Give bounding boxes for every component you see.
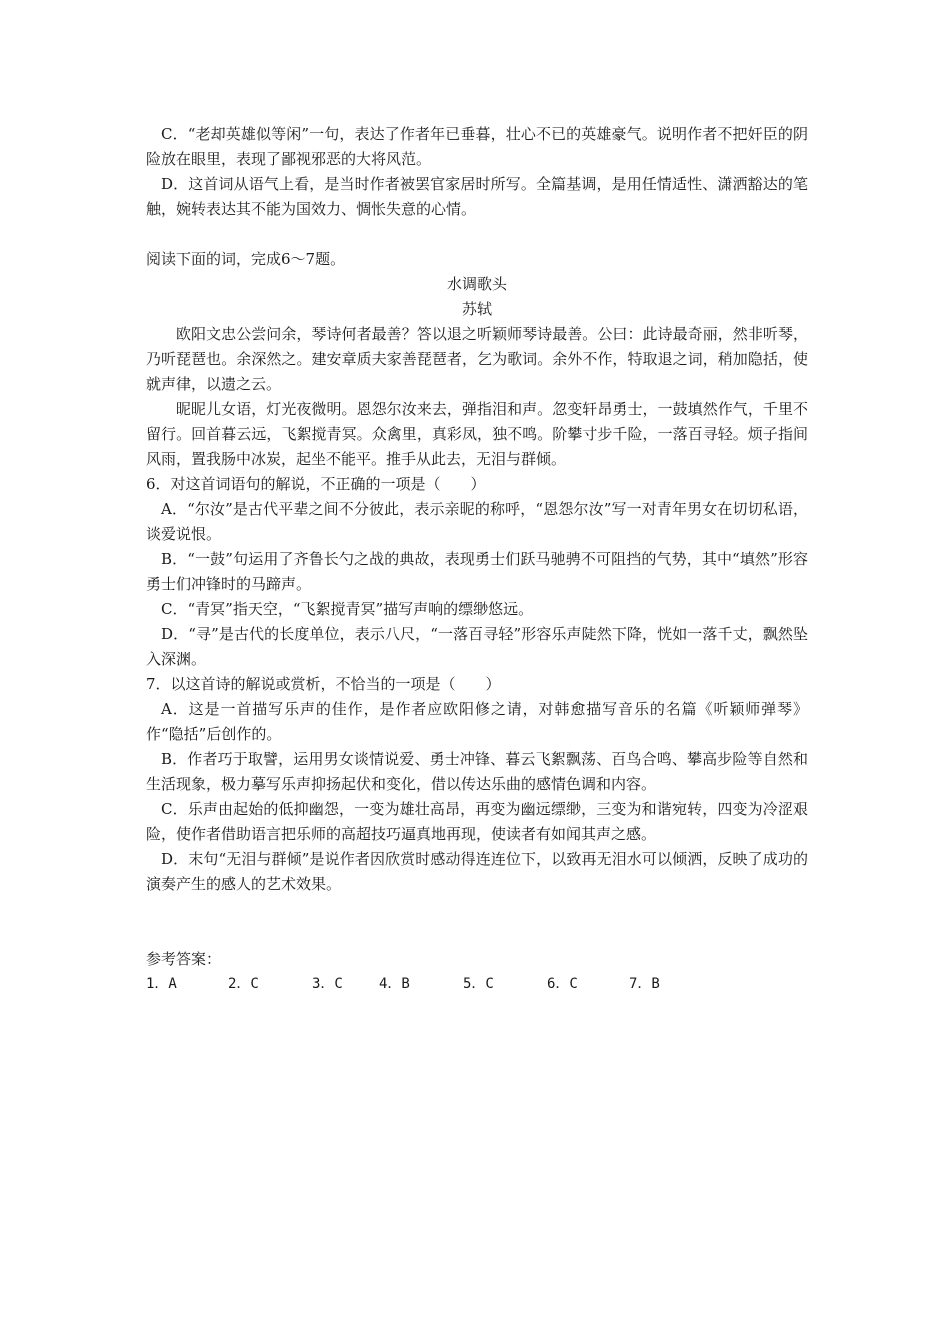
- question-6-option-c: C．“青冥”指天空，“飞絮搅青冥”描写声响的缥缈悠远。: [161, 600, 534, 618]
- answer-item: 6．C: [547, 976, 578, 992]
- answer-item: 5．C: [463, 976, 494, 992]
- document-page: [146, 122, 808, 997]
- answers-heading: 参考答案：: [146, 950, 222, 968]
- question-6-option-a: A．“尔汝”是古代平辈之间不分彼此，表示亲昵的称呼，“恩怨尔汝”写一对青年男女在切切私语，谈爱说恨。: [146, 500, 808, 543]
- prev-option-c: C．“老却英雄似等闲”一句，表达了作者年已垂暮，壮心不已的英雄豪气。说明作者不把奸臣的阴险放在眼里，表现了鄙视邪恶的大将风范。: [146, 125, 808, 168]
- question-7-option-d: D．末句“无泪与群倾”是说作者因欣赏时感动得连连位下，以致再无泪水可以倾洒，反映了成功的演奏产生的感人的艺术效果。: [146, 850, 808, 893]
- answer-item: 4．B: [379, 976, 410, 992]
- question-6-option-d: D．“寻”是古代的长度单位，表示八尺，“一落百寻轻”形容乐声陡然下降，恍如一落千丈，飘然坠入深渊。: [146, 625, 808, 668]
- answer-item: 3．C: [312, 976, 343, 992]
- question-6-stem: 6．对这首词语句的解说，不正确的一项是（ ）: [146, 475, 486, 493]
- question-7-option-b: B．作者巧于取譬，运用男女谈情说爱、勇士冲锋、暮云飞絮飘荡、百鸟合鸣、攀高步险等自然和生活现象，极力摹写乐声抑扬起伏和变化，借以传达乐曲的感情色调和内容。: [146, 750, 808, 793]
- spacer: [146, 897, 808, 947]
- answer-item: 7．B: [629, 976, 660, 992]
- answers-list: [146, 972, 808, 997]
- question-7-option-c: C．乐声由起始的低抑幽怨，一变为雄壮高昂，再变为幽远缥缈，三变为和谐宛转，四变为冷涩艰险，使作者借助语言把乐师的高超技巧逼真地再现，使读者有如闻其声之感。: [146, 800, 808, 843]
- question-7-stem: 7．以这首诗的解说或赏析，不恰当的一项是（ ）: [146, 675, 501, 693]
- poem-preface: 欧阳文忠公尝问余，琴诗何者最善？答以退之听颖师琴诗最善。公曰：此诗最奇丽，然非听琴，乃听琵琶也。余深然之。建安章质夫家善琵琶者，乞为歌词。余外不作，特取退之词，稍加隐括，使就声律，以遗之云。: [146, 325, 808, 393]
- prev-option-d: D．这首词从语气上看，是当时作者被罢官家居时所写。全篇基调，是用任情适性、潇洒豁达的笔触，婉转表达其不能为国效力、惆怅失意的心情。: [146, 175, 808, 218]
- poem-title: 水调歌头: [446, 275, 507, 293]
- poem-body: 昵昵儿女语，灯光夜微明。恩怨尔汝来去，弹指泪和声。忽变轩昂勇士，一鼓填然作气，千里不留行。回首暮云远，飞絮搅青冥。众禽里，真彩凤，独不鸣。阶攀寸步千险，一落百寻轻。烦子指间风雨，置我肠中冰炭，起坐不能平。推手从此去，无泪与群倾。: [146, 400, 808, 468]
- answer-item: 2．C: [228, 976, 259, 992]
- poem-author: 苏轼: [461, 300, 492, 318]
- question-6-option-b: B．“一鼓”句运用了齐鲁长勺之战的典故，表现勇士们跃马驰骋不可阻挡的气势，其中“填然”形容勇士们冲锋时的马蹄声。: [146, 550, 808, 593]
- spacer: [146, 222, 808, 247]
- question-7-option-a: A．这是一首描写乐声的佳作，是作者应欧阳修之请，对韩愈描写音乐的名篇《听颖师弹琴》作“隐括”后创作的。: [146, 700, 808, 743]
- answer-item: 1．A: [146, 976, 177, 992]
- reading-intro: 阅读下面的词，完成6～7题。: [146, 250, 346, 268]
